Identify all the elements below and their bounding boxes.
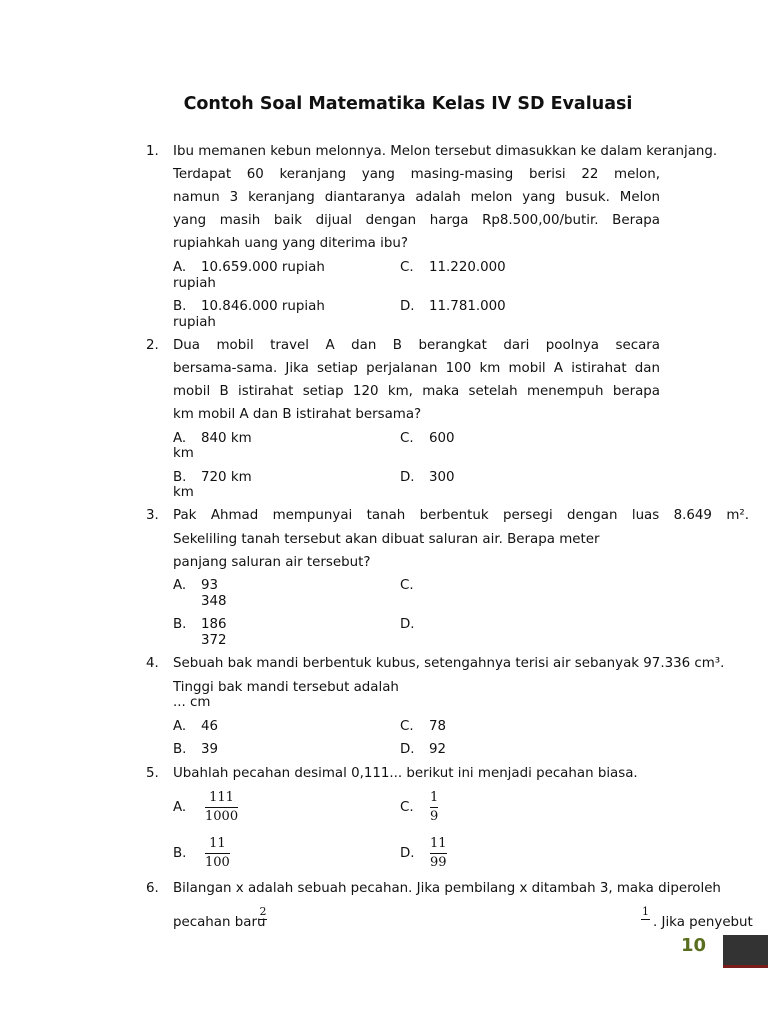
fraction-bar bbox=[205, 807, 238, 808]
q4-option-d-text: 92 bbox=[429, 742, 447, 757]
question-6-number: 6. bbox=[146, 881, 159, 896]
fraction-denominator: 100 bbox=[205, 855, 230, 870]
q4-option-a-label: A. bbox=[173, 719, 187, 734]
q1-option-d-text: 11.781.000 bbox=[429, 299, 506, 314]
q1-option-c-label: C. bbox=[400, 260, 414, 275]
question-3-number: 3. bbox=[146, 508, 159, 523]
question-2-line-4: km mobil A dan B istirahat bersama? bbox=[173, 407, 422, 422]
q1-option-b-text: 10.846.000 rupiah bbox=[201, 299, 325, 314]
q1-option-a-label: A. bbox=[173, 260, 187, 275]
q3-option-a-wrap: 348 bbox=[201, 594, 227, 609]
q2-option-a-wrap: km bbox=[173, 446, 194, 461]
q3-option-a-label: A. bbox=[173, 578, 187, 593]
q5-option-d-fraction bbox=[430, 836, 447, 871]
question-2-number: 2. bbox=[146, 338, 159, 353]
question-1-line-3: namun 3 keranjang diantaranya adalah melon yang busuk. Melon bbox=[173, 190, 660, 205]
question-1-line-5: rupiahkah uang yang diterima ibu? bbox=[173, 236, 408, 251]
q3-option-b-text: 186 bbox=[201, 617, 227, 632]
question-4-line-2: Tinggi bak mandi tersebut adalah bbox=[173, 680, 399, 695]
q2-option-a-label: A. bbox=[173, 431, 187, 446]
q4-option-c-text: 78 bbox=[429, 719, 447, 734]
fraction-bar bbox=[259, 919, 267, 920]
q2-option-c-text: 600 bbox=[429, 431, 455, 446]
question-4-line-3: ... cm bbox=[173, 695, 211, 710]
fraction-numerator: 2 bbox=[259, 905, 267, 918]
question-5-line-1: Ubahlah pecahan desimal 0,111... berikut ini menjadi pecahan biasa. bbox=[173, 766, 638, 781]
q3-option-d-label: D. bbox=[400, 617, 415, 632]
question-3-line-2: Sekeliling tanah tersebut akan dibuat saluran air. Berapa meter bbox=[173, 532, 600, 547]
fraction-denominator: 99 bbox=[430, 855, 447, 870]
footer-decoration bbox=[723, 935, 768, 968]
question-1-line-4: yang masih baik dijual dengan harga Rp8.500,00/butir. Berapa bbox=[173, 213, 660, 228]
fraction-denominator: 1000 bbox=[205, 809, 239, 824]
q5-option-d-label: D. bbox=[400, 846, 415, 861]
question-1-line-1: Ibu memanen kebun melonnya. Melon tersebut dimasukkan ke dalam keranjang. bbox=[173, 144, 718, 159]
q3-option-b-wrap: 372 bbox=[201, 633, 227, 648]
q5-option-a-fraction bbox=[205, 790, 238, 825]
q4-option-b-label: B. bbox=[173, 742, 187, 757]
question-2-line-2: bersama-sama. Jika setiap perjalanan 100 km mobil A istirahat dan bbox=[173, 361, 660, 376]
q2-option-b-label: B. bbox=[173, 470, 187, 485]
q4-option-a-text: 46 bbox=[201, 719, 219, 734]
q3-option-a-text: 93 bbox=[201, 578, 219, 593]
fraction-denominator: 9 bbox=[430, 809, 439, 824]
fraction-numerator: 11 bbox=[209, 836, 226, 851]
fraction-numerator: 1 bbox=[642, 905, 649, 918]
q1-option-d-label: D. bbox=[400, 299, 415, 314]
question-1-number: 1. bbox=[146, 144, 159, 159]
q6-fraction-1 bbox=[259, 905, 267, 921]
fraction-bar bbox=[430, 853, 447, 854]
q5-option-a-label: A. bbox=[173, 800, 187, 815]
q5-option-c-label: C. bbox=[400, 800, 414, 815]
q5-option-c-fraction bbox=[430, 790, 438, 825]
question-2-line-3: mobil B istirahat setiap 120 km, maka setelah menempuh berapa bbox=[173, 384, 660, 399]
q1-option-b-wrap: rupiah bbox=[173, 315, 216, 330]
q2-option-a-text: 840 km bbox=[201, 431, 252, 446]
q1-option-b-label: B. bbox=[173, 299, 187, 314]
q5-option-b-label: B. bbox=[173, 846, 187, 861]
question-3-line-3: panjang saluran air tersebut? bbox=[173, 555, 371, 570]
q3-option-b-label: B. bbox=[173, 617, 187, 632]
fraction-bar bbox=[205, 853, 230, 854]
q2-option-b-text: 720 km bbox=[201, 470, 252, 485]
q1-option-a-wrap: rupiah bbox=[173, 276, 216, 291]
q2-option-d-label: D. bbox=[400, 470, 415, 485]
question-5-number: 5. bbox=[146, 766, 159, 781]
fraction-bar bbox=[641, 919, 650, 920]
q5-option-b-fraction bbox=[205, 836, 230, 871]
fraction-numerator: 1 bbox=[430, 790, 439, 805]
fraction-bar bbox=[430, 807, 438, 808]
question-2-line-1: Dua mobil travel A dan B berangkat dari poolnya secara bbox=[173, 338, 660, 353]
q1-option-a-text: 10.659.000 rupiah bbox=[201, 260, 325, 275]
q2-option-d-text: 300 bbox=[429, 470, 455, 485]
fraction-numerator: 111 bbox=[209, 790, 234, 805]
question-6-line-1: Bilangan x adalah sebuah pecahan. Jika pembilang x ditambah 3, maka diperoleh bbox=[173, 881, 721, 896]
q4-option-b-text: 39 bbox=[201, 742, 219, 757]
question-6-line-2-start: pecahan baru bbox=[173, 915, 266, 930]
q3-option-c-label: C. bbox=[400, 578, 414, 593]
q1-option-c-text: 11.220.000 bbox=[429, 260, 506, 275]
page-number: 10 bbox=[681, 935, 707, 956]
q4-option-d-label: D. bbox=[400, 742, 415, 757]
q6-fraction-2 bbox=[641, 905, 650, 921]
q4-option-c-label: C. bbox=[400, 719, 414, 734]
q2-option-b-wrap: km bbox=[173, 485, 194, 500]
document-title: Contoh Soal Matematika Kelas IV SD Evaluasi bbox=[183, 94, 633, 114]
question-4-line-1: Sebuah bak mandi berbentuk kubus, setengahnya terisi air sebanyak 97.336 cm³. bbox=[173, 656, 725, 671]
fraction-numerator: 11 bbox=[430, 836, 447, 851]
question-3-line-1: Pak Ahmad mempunyai tanah berbentuk persegi dengan luas 8.649 m². bbox=[173, 508, 749, 523]
q2-option-c-label: C. bbox=[400, 431, 414, 446]
question-1-line-2: Terdapat 60 keranjang yang masing-masing berisi 22 melon, bbox=[173, 167, 660, 182]
question-4-number: 4. bbox=[146, 656, 159, 671]
question-6-line-2-end: . Jika penyebut bbox=[653, 915, 753, 930]
